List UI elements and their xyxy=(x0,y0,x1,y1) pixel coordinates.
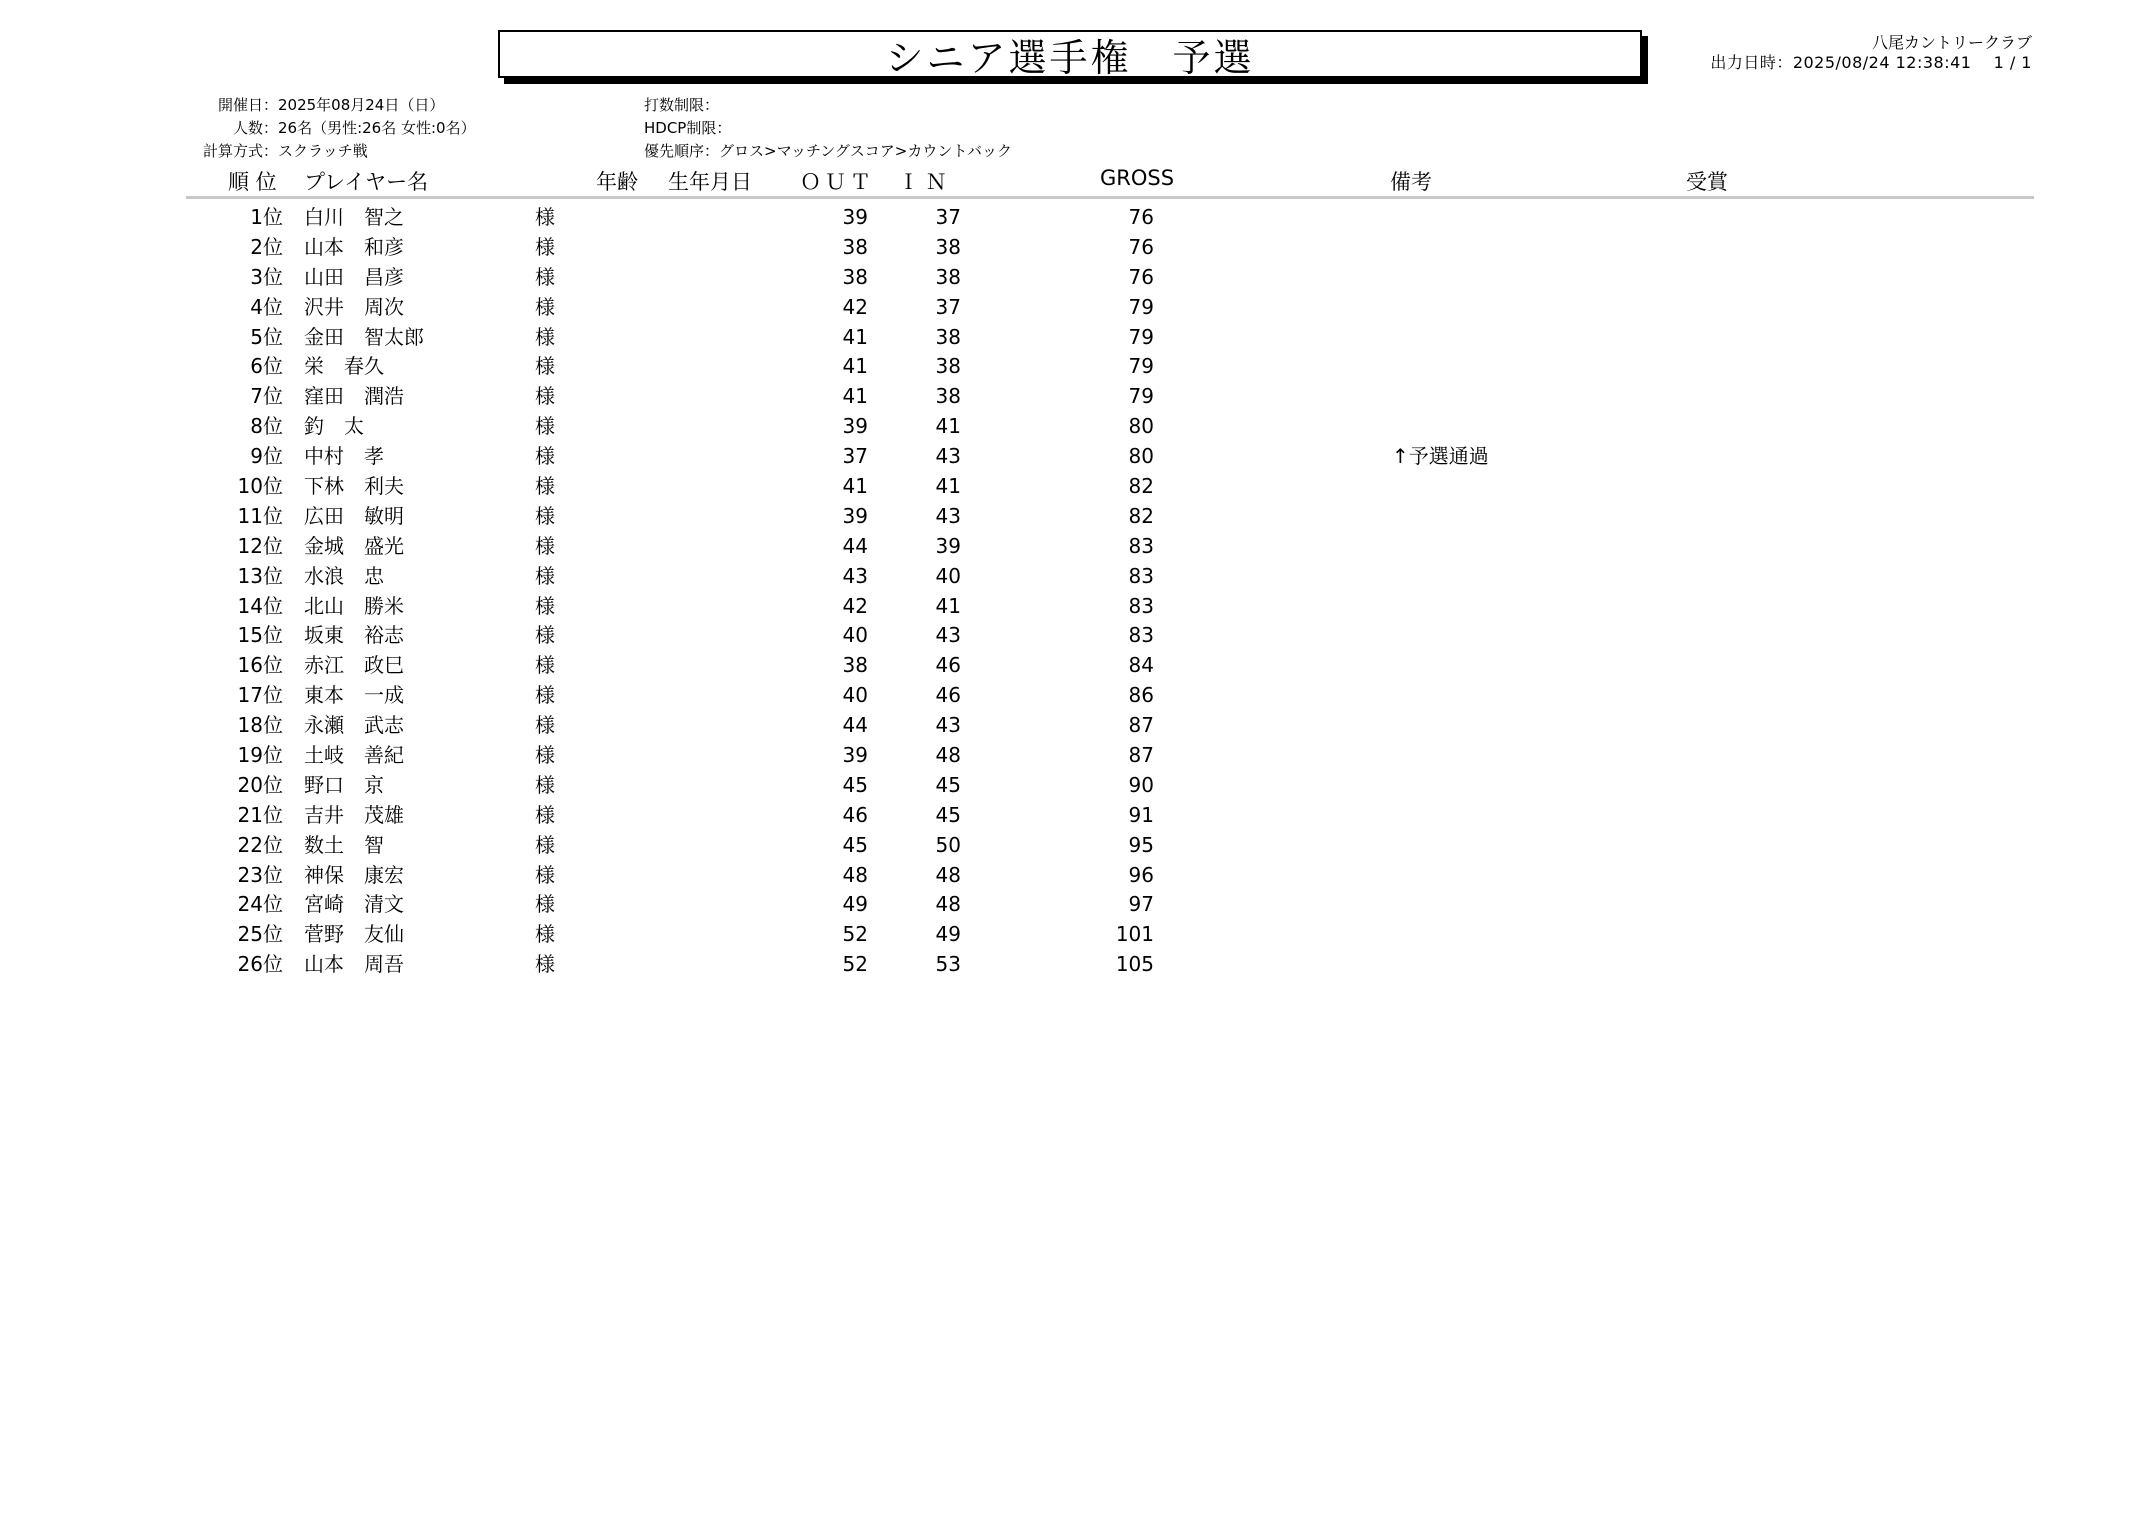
row-rank: 25位 xyxy=(237,922,283,947)
row-honorific: 様 xyxy=(535,593,555,618)
date-value: 2025年08月24日（日） xyxy=(278,96,445,114)
row-player-name: 坂東 裕志 xyxy=(304,623,404,648)
row-honorific: 様 xyxy=(535,772,555,797)
table-row xyxy=(0,920,2150,950)
row-honorific: 様 xyxy=(535,414,555,439)
row-honorific: 様 xyxy=(535,503,555,528)
col-out: ＯＵＴ xyxy=(800,170,875,194)
row-in-score: 38 xyxy=(935,234,961,259)
row-out-score: 45 xyxy=(842,832,868,857)
row-in-score: 49 xyxy=(935,922,961,947)
row-out-score: 43 xyxy=(842,563,868,588)
header-rule xyxy=(186,196,2034,199)
row-rank: 4位 xyxy=(250,294,283,319)
row-gross-score: 83 xyxy=(1128,563,1154,588)
row-gross-score: 83 xyxy=(1128,623,1154,648)
row-out-score: 41 xyxy=(842,384,868,409)
col-age: 年齢 xyxy=(596,170,638,194)
table-row xyxy=(0,562,2150,592)
row-rank: 11位 xyxy=(237,503,283,528)
row-player-name: 神保 康宏 xyxy=(304,862,404,887)
row-gross-score: 95 xyxy=(1128,832,1154,857)
row-out-score: 41 xyxy=(842,324,868,349)
row-in-score: 46 xyxy=(935,683,961,708)
table-row xyxy=(0,621,2150,651)
row-in-score: 43 xyxy=(935,623,961,648)
row-out-score: 41 xyxy=(842,354,868,379)
row-player-name: 下林 利夫 xyxy=(304,474,404,499)
method-value: スクラッチ戦 xyxy=(278,142,368,160)
row-out-score: 45 xyxy=(842,772,868,797)
row-out-score: 38 xyxy=(842,653,868,678)
row-in-score: 37 xyxy=(935,205,961,229)
row-gross-score: 76 xyxy=(1128,234,1154,259)
row-player-name: 赤江 政巳 xyxy=(304,653,404,678)
row-rank: 22位 xyxy=(237,832,283,857)
title-box xyxy=(498,30,1642,78)
table-row xyxy=(0,293,2150,323)
row-out-score: 41 xyxy=(842,474,868,499)
row-gross-score: 90 xyxy=(1128,772,1154,797)
row-in-score: 41 xyxy=(935,593,961,618)
row-honorific: 様 xyxy=(535,324,555,349)
row-in-score: 39 xyxy=(935,533,961,558)
row-gross-score: 84 xyxy=(1128,653,1154,678)
row-in-score: 53 xyxy=(935,952,961,977)
col-birth: 生年月日 xyxy=(668,170,752,194)
row-in-score: 43 xyxy=(935,503,961,528)
row-rank: 10位 xyxy=(237,474,283,499)
row-player-name: 沢井 周次 xyxy=(304,294,404,319)
table-row xyxy=(0,472,2150,502)
col-award: 受賞 xyxy=(1686,170,1728,194)
row-gross-score: 76 xyxy=(1128,205,1154,229)
row-in-score: 41 xyxy=(935,414,961,439)
table-row xyxy=(0,651,2150,681)
row-player-name: 山本 和彦 xyxy=(304,234,404,259)
row-player-name: 金城 盛光 xyxy=(304,533,404,558)
print-timestamp: 出力日時：2025/08/24 12:38:41 1 / 1 xyxy=(1710,53,2032,72)
row-in-score: 43 xyxy=(935,713,961,738)
table-row xyxy=(0,323,2150,353)
row-in-score: 48 xyxy=(935,862,961,887)
date-label: 開催日： xyxy=(217,96,278,114)
row-honorific: 様 xyxy=(535,832,555,857)
table-row xyxy=(0,382,2150,412)
row-out-score: 49 xyxy=(842,892,868,917)
row-gross-score: 80 xyxy=(1128,444,1154,469)
hdcp-limit: HDCP制限： xyxy=(644,119,732,137)
row-out-score: 40 xyxy=(842,623,868,648)
row-honorific: 様 xyxy=(535,683,555,708)
row-out-score: 37 xyxy=(842,444,868,469)
row-gross-score: 83 xyxy=(1128,533,1154,558)
row-player-name: 金田 智太郎 xyxy=(304,324,424,349)
table-row xyxy=(0,442,2150,472)
row-gross-score: 97 xyxy=(1128,892,1154,917)
row-out-score: 40 xyxy=(842,683,868,708)
row-out-score: 39 xyxy=(842,414,868,439)
row-rank: 17位 xyxy=(237,683,283,708)
row-honorific: 様 xyxy=(535,743,555,768)
row-rank: 20位 xyxy=(237,772,283,797)
table-row xyxy=(0,233,2150,263)
club-name: 八尾カントリークラブ xyxy=(1871,33,2032,52)
page-title: シニア選手権 予選 xyxy=(885,35,1255,80)
row-rank: 1位 xyxy=(250,205,283,229)
row-gross-score: 76 xyxy=(1128,264,1154,289)
row-honorific: 様 xyxy=(535,623,555,648)
row-rank: 21位 xyxy=(237,802,283,827)
row-honorific: 様 xyxy=(535,802,555,827)
row-rank: 18位 xyxy=(237,713,283,738)
row-honorific: 様 xyxy=(535,234,555,259)
row-out-score: 44 xyxy=(842,713,868,738)
row-rank: 5位 xyxy=(250,324,283,349)
row-honorific: 様 xyxy=(535,533,555,558)
row-in-score: 40 xyxy=(935,563,961,588)
row-in-score: 38 xyxy=(935,264,961,289)
row-rank: 15位 xyxy=(237,623,283,648)
row-rank: 24位 xyxy=(237,892,283,917)
col-note: 備考 xyxy=(1390,170,1432,194)
row-out-score: 39 xyxy=(842,205,868,229)
table-row xyxy=(0,592,2150,622)
row-rank: 2位 xyxy=(250,234,283,259)
col-rank: 順 位 xyxy=(228,170,277,194)
row-in-score: 45 xyxy=(935,772,961,797)
row-rank: 9位 xyxy=(250,444,283,469)
row-rank: 19位 xyxy=(237,743,283,768)
row-out-score: 39 xyxy=(842,743,868,768)
table-row xyxy=(0,681,2150,711)
row-in-score: 48 xyxy=(935,743,961,768)
table-row xyxy=(0,502,2150,532)
count-value: 26名（男性:26名 女性:0名） xyxy=(278,119,476,137)
row-player-name: 中村 孝 xyxy=(304,444,384,469)
row-out-score: 38 xyxy=(842,234,868,259)
table-row xyxy=(0,263,2150,293)
table-row xyxy=(0,741,2150,771)
row-honorific: 様 xyxy=(535,563,555,588)
row-out-score: 46 xyxy=(842,802,868,827)
row-honorific: 様 xyxy=(535,713,555,738)
col-in: Ｉ Ｎ xyxy=(898,170,947,194)
row-out-score: 42 xyxy=(842,294,868,319)
row-rank: 26位 xyxy=(237,952,283,977)
row-out-score: 44 xyxy=(842,533,868,558)
col-player: プレイヤー名 xyxy=(304,170,429,194)
row-gross-score: 105 xyxy=(1115,952,1154,977)
row-in-score: 41 xyxy=(935,474,961,499)
row-rank: 14位 xyxy=(237,593,283,618)
row-honorific: 様 xyxy=(535,952,555,977)
row-honorific: 様 xyxy=(535,892,555,917)
results-table xyxy=(0,203,2150,980)
row-player-name: 釣 太 xyxy=(304,414,364,439)
row-in-score: 50 xyxy=(935,832,961,857)
row-player-name: 北山 勝米 xyxy=(304,593,404,618)
table-row xyxy=(0,203,2150,233)
row-rank: 13位 xyxy=(237,563,283,588)
row-player-name: 窪田 潤浩 xyxy=(304,384,404,409)
row-gross-score: 79 xyxy=(1128,354,1154,379)
row-honorific: 様 xyxy=(535,354,555,379)
table-row xyxy=(0,532,2150,562)
table-row xyxy=(0,711,2150,741)
row-honorific: 様 xyxy=(535,922,555,947)
row-player-name: 栄 春久 xyxy=(304,354,384,379)
row-gross-score: 82 xyxy=(1128,474,1154,499)
row-gross-score: 87 xyxy=(1128,713,1154,738)
row-honorific: 様 xyxy=(535,264,555,289)
row-rank: 7位 xyxy=(250,384,283,409)
row-out-score: 39 xyxy=(842,503,868,528)
row-player-name: 土岐 善紀 xyxy=(304,743,404,768)
row-gross-score: 86 xyxy=(1128,683,1154,708)
row-player-name: 水浪 忠 xyxy=(304,563,384,588)
row-rank: 3位 xyxy=(250,264,283,289)
row-honorific: 様 xyxy=(535,294,555,319)
row-player-name: 数土 智 xyxy=(304,832,384,857)
row-in-score: 46 xyxy=(935,653,961,678)
row-gross-score: 80 xyxy=(1128,414,1154,439)
row-in-score: 38 xyxy=(935,354,961,379)
row-player-name: 東本 一成 xyxy=(304,683,404,708)
row-gross-score: 96 xyxy=(1128,862,1154,887)
row-player-name: 宮崎 清文 xyxy=(304,892,404,917)
row-honorific: 様 xyxy=(535,384,555,409)
row-player-name: 永瀬 武志 xyxy=(304,713,404,738)
table-row xyxy=(0,801,2150,831)
table-row xyxy=(0,950,2150,980)
table-row xyxy=(0,771,2150,801)
row-rank: 8位 xyxy=(250,414,283,439)
row-player-name: 山本 周吾 xyxy=(304,952,404,977)
table-row xyxy=(0,412,2150,442)
row-honorific: 様 xyxy=(535,862,555,887)
row-out-score: 42 xyxy=(842,593,868,618)
row-gross-score: 87 xyxy=(1128,743,1154,768)
row-gross-score: 101 xyxy=(1115,922,1154,947)
row-in-score: 48 xyxy=(935,892,961,917)
row-gross-score: 91 xyxy=(1128,802,1154,827)
row-note: ↑予選通過 xyxy=(1392,444,1489,469)
priority-order: 優先順序：グロス>マッチングスコア>カウントバック xyxy=(644,142,1013,160)
col-gross: GROSS xyxy=(1100,166,1175,190)
stroke-limit: 打数制限： xyxy=(644,96,720,114)
table-row xyxy=(0,890,2150,920)
row-gross-score: 83 xyxy=(1128,593,1154,618)
row-rank: 6位 xyxy=(250,354,283,379)
row-honorific: 様 xyxy=(535,205,555,229)
method-label: 計算方式： xyxy=(202,142,278,160)
table-row xyxy=(0,831,2150,861)
row-honorific: 様 xyxy=(535,474,555,499)
row-player-name: 吉井 茂雄 xyxy=(304,802,404,827)
row-out-score: 52 xyxy=(842,922,868,947)
count-label: 人数： xyxy=(232,119,278,137)
row-player-name: 白川 智之 xyxy=(304,205,404,229)
row-rank: 23位 xyxy=(237,862,283,887)
table-row xyxy=(0,861,2150,891)
row-gross-score: 82 xyxy=(1128,503,1154,528)
row-gross-score: 79 xyxy=(1128,324,1154,349)
row-gross-score: 79 xyxy=(1128,294,1154,319)
row-player-name: 野口 京 xyxy=(304,772,384,797)
row-in-score: 45 xyxy=(935,802,961,827)
row-gross-score: 79 xyxy=(1128,384,1154,409)
row-in-score: 43 xyxy=(935,444,961,469)
row-rank: 12位 xyxy=(237,533,283,558)
row-out-score: 48 xyxy=(842,862,868,887)
row-out-score: 52 xyxy=(842,952,868,977)
table-row xyxy=(0,352,2150,382)
row-in-score: 37 xyxy=(935,294,961,319)
row-in-score: 38 xyxy=(935,384,961,409)
row-player-name: 菅野 友仙 xyxy=(304,922,404,947)
row-player-name: 山田 昌彦 xyxy=(304,264,404,289)
row-player-name: 広田 敏明 xyxy=(304,503,404,528)
row-rank: 16位 xyxy=(237,653,283,678)
row-in-score: 38 xyxy=(935,324,961,349)
row-out-score: 38 xyxy=(842,264,868,289)
row-honorific: 様 xyxy=(535,444,555,469)
row-honorific: 様 xyxy=(535,653,555,678)
